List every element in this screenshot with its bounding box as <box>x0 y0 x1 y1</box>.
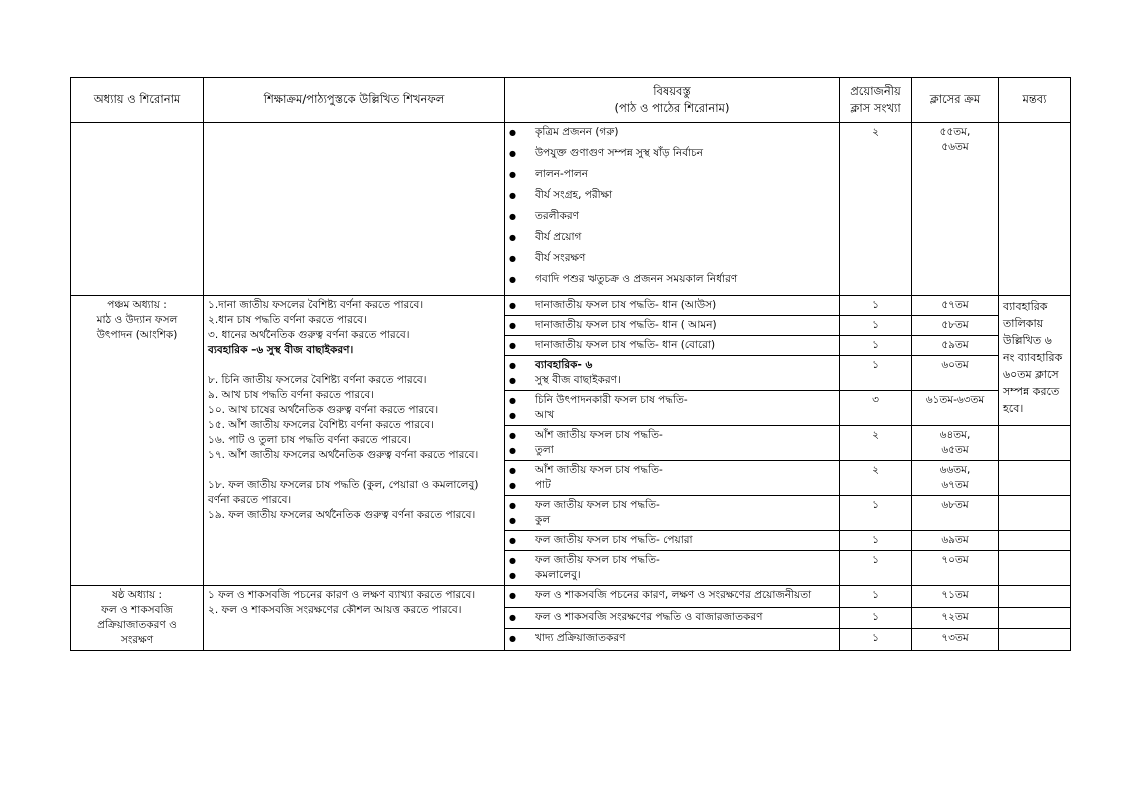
class-count: ২ <box>840 426 912 461</box>
class-order <box>912 123 999 296</box>
header-outcomes: শিক্ষাক্রম/পাঠ্যপুস্তকে উল্লিখিত শিখনফল <box>204 78 505 123</box>
topic-item: ● ফল জাতীয় ফসল চাষ পদ্ধতি- <box>509 553 835 568</box>
topics-cell <box>505 629 840 651</box>
class-count: ১ <box>840 296 912 316</box>
class-order: ৭১তম <box>912 586 999 608</box>
topics-cell <box>505 607 840 629</box>
topics-cell <box>505 336 840 356</box>
topic-item: ● ব্যাবহারিক- ৬ <box>509 358 835 373</box>
outcome-item: ১.দানা জাতীয় ফসলের বৈশিষ্ট্য বর্ণনা করতে পারবে। <box>208 299 424 311</box>
topic-item: ● কুল <box>509 513 835 528</box>
topic-item: ● তরলীকরণ <box>509 209 835 230</box>
chapter-title-line: মাঠ ও উদ্যান ফসল <box>96 313 178 326</box>
remarks-cell <box>999 551 1071 586</box>
class-count: ৩ <box>840 391 912 426</box>
class-order: ৫৭তম <box>912 296 999 316</box>
outcome-item: ১৯. ফল জাতীয় ফসলের অর্থনৈতিক গুরুত্ব বর্ণনা করতে পারবে। <box>208 508 476 521</box>
header-content <box>505 78 840 123</box>
outcome-item: ১০. আখ চাষের অর্থনৈতিক গুরুত্ব বর্ণনা করতে পারবে। <box>208 404 439 416</box>
topic-item: ● দানাজাতীয় ফসল চাষ পদ্ধতি- ধান ( আমন) <box>509 318 835 333</box>
practical-outcome: ব্যবহারিক –৬ সুস্থ বীজ বাছাইকরণ। <box>208 344 354 356</box>
class-order-line: ৬৫তম <box>941 443 969 456</box>
class-order: ৭০তম <box>912 551 999 586</box>
outcome-item: ১৬. পাট ও তুলা চাষ পদ্ধতি বর্ণনা করতে পারবে। <box>208 434 411 446</box>
topics-cell <box>505 296 840 316</box>
class-order: ৬৮তম <box>912 496 999 531</box>
outcome-item: ২.ধান চাষ পদ্ধতি বর্ণনা করতে পারবে। <box>208 314 367 326</box>
topic-item: ● দানাজাতীয় ফসল চাষ পদ্ধতি- ধান (বোরো) <box>509 338 835 353</box>
chapter-title-line: প্রক্রিয়াজাতকরণ ও <box>97 618 177 631</box>
syllabus-table <box>70 77 1071 651</box>
class-order: ৬১তম-৬৩তম <box>912 391 999 426</box>
remarks-cell <box>999 607 1071 629</box>
topic-item: ● আঁশ জাতীয় ফসল চাষ পদ্ধতি- <box>509 463 835 478</box>
header-chapter: অধ্যায় ও শিরোনাম <box>71 78 204 123</box>
class-order <box>912 426 999 461</box>
outcome-item: ৯. আখ চাষ পদ্ধতি বর্ণনা করতে পারবে। <box>208 389 375 401</box>
header-classes-line2: ক্লাস সংখ্যা <box>850 101 901 115</box>
chapter5-remark: ব্যাবহারিক তালিকায় উল্লিখিত ৬ নং ব্যাবহারিক ৬০তম ক্লাসে সম্পন্ন করতে হবে। <box>999 296 1071 426</box>
outcome-item: ৮. চিনি জাতীয় ফসলের বৈশিষ্ট্য বর্ণনা করতে পারবে। <box>208 374 427 386</box>
class-count: ১ <box>840 629 912 651</box>
topic-item: ● বীর্য প্রয়োগ <box>509 230 835 251</box>
header-order: ক্লাসের ক্রম <box>912 78 999 123</box>
class-order: ৫৮তম <box>912 316 999 336</box>
table-row <box>71 296 1071 316</box>
class-order: ৬৯তম <box>912 531 999 551</box>
table-row <box>71 123 1071 296</box>
topic-item: ● গবাদি পশুর ঋতুচক্র ও প্রজনন সময়কাল নির্ধারণ <box>509 272 835 293</box>
chapter-title-line: পঞ্চম অধ্যায় : <box>107 299 167 311</box>
class-order: ৭৩তম <box>912 629 999 651</box>
class-order-line: ৬৪তম, <box>939 429 971 441</box>
chapter5-outcomes <box>204 296 505 586</box>
chapter-cell <box>71 123 204 296</box>
chapter-title-line: সংরক্ষণ <box>120 633 154 646</box>
remarks-cell <box>999 531 1071 551</box>
topic-item: ● বীর্য সংরক্ষণ <box>509 251 835 272</box>
topic-item: ● ফল জাতীয় ফসল চাষ পদ্ধতি- <box>509 498 835 513</box>
chapter5-title <box>71 296 204 586</box>
topic-item: ● পাট <box>509 478 835 493</box>
remarks-cell <box>999 496 1071 531</box>
class-count: ২ <box>840 123 912 296</box>
header-content-line2: (পাঠ ও পাঠের শিরোনাম) <box>614 101 730 115</box>
class-count: ১ <box>840 356 912 391</box>
topic-item: ● বীর্য সংগ্রহ, পরীক্ষা <box>509 188 835 209</box>
class-count: ১ <box>840 607 912 629</box>
outcome-item: ৩. ধানের অর্থনৈতিক গুরুত্ব বর্ণনা করতে পারবে। <box>208 329 410 341</box>
chapter-title-line: উৎপাদন (আংশিক) <box>96 328 178 341</box>
topics-cell <box>505 356 840 391</box>
topic-item: ● লালন-পালন <box>509 167 835 188</box>
topics-cell <box>505 531 840 551</box>
topics-cell <box>505 316 840 336</box>
chapter-title-line: ষষ্ঠ অধ্যায় : <box>111 589 163 601</box>
remarks-cell <box>999 123 1071 296</box>
topic-item: ● কমলালেবু। <box>509 568 835 583</box>
topics-cell <box>505 496 840 531</box>
class-order: ৭২তম <box>912 607 999 629</box>
class-order-line: ৬৬তম, <box>939 464 971 476</box>
header-remarks: মন্তব্য <box>999 78 1071 123</box>
remarks-cell <box>999 426 1071 461</box>
outcome-item: ১৮. ফল জাতীয় ফসলের চাষ পদ্ধতি (কুল, পেয়ারা ও কমলালেবু) বর্ণনা করতে পারবে। <box>208 479 479 506</box>
chapter6-title <box>71 586 204 651</box>
class-order <box>912 461 999 496</box>
remarks-cell <box>999 586 1071 608</box>
class-count: ২ <box>840 461 912 496</box>
topic-item: ● খাদ্য প্রক্রিয়াজাতকরণ <box>509 631 835 646</box>
topics-cell <box>505 551 840 586</box>
class-order: ৬০তম <box>912 356 999 391</box>
table-row <box>71 586 1071 608</box>
topic-item: ● ফল জাতীয় ফসল চাষ পদ্ধতি- পেয়ারা <box>509 533 835 548</box>
topic-item: ● সুস্থ বীজ বাছাইকরণ। <box>509 373 835 388</box>
topic-item: ● ফল ও শাকসবজি পচনের কারণ, লক্ষণ ও সংরক্ষণের প্রয়োজনীয়তা <box>509 588 835 603</box>
remarks-cell <box>999 461 1071 496</box>
topics-cell <box>505 391 840 426</box>
chapter-title-line: ফল ও শাকসবজি <box>101 603 173 616</box>
class-order: ৫৯তম <box>912 336 999 356</box>
topic-item: ● কৃত্রিম প্রজনন (গরু) <box>509 125 835 146</box>
topics-cell <box>505 586 840 608</box>
class-order-line: ৬৭তম <box>941 478 969 491</box>
header-content-line1: বিষয়বস্তু <box>653 83 691 98</box>
topic-item: ● উপযুক্ত গুণাগুণ সম্পন্ন সুস্থ ষাঁড় নির্বাচন <box>509 146 835 167</box>
class-count: ১ <box>840 336 912 356</box>
outcome-item: ১ ফল ও শাকসবজি পচনের কারণ ও লক্ষণ ব্যাখ্যা করতে পারবে। <box>208 589 476 601</box>
header-classes <box>840 78 912 123</box>
header-row <box>71 78 1071 123</box>
topics-cell <box>505 461 840 496</box>
topic-item: ● আঁশ জাতীয় ফসল চাষ পদ্ধতি- <box>509 428 835 443</box>
class-count: ১ <box>840 496 912 531</box>
topic-item: ● তুলা <box>509 443 835 458</box>
topic-item: ● চিনি উৎপাদনকারী ফসল চাষ পদ্ধতি- <box>509 393 835 408</box>
class-order-line: ৫৫তম, <box>939 126 971 138</box>
remarks-cell <box>999 629 1071 651</box>
class-count: ১ <box>840 551 912 586</box>
outcome-item: ২. ফল ও শাকসবজি সংরক্ষণের কৌশল আয়ত্ত করতে পারবে। <box>208 604 462 616</box>
topics-cell <box>505 426 840 461</box>
topics-cell <box>505 123 840 296</box>
class-count: ১ <box>840 586 912 608</box>
outcome-item: ১৭. আঁশ জাতীয় ফসলের অর্থনৈতিক গুরুত্ব বর্ণনা করতে পারবে। <box>208 449 479 461</box>
class-order-line: ৫৬তম <box>941 140 969 153</box>
header-classes-line1: প্রয়োজনীয় <box>850 83 901 98</box>
chapter6-outcomes <box>204 586 505 651</box>
topic-item: ● আখ <box>509 408 835 423</box>
topic-item: ● ফল ও শাকসবজি সংরক্ষণের পদ্ধতি ও বাজারজাতকরণ <box>509 610 835 625</box>
class-count: ১ <box>840 531 912 551</box>
topic-item: ● দানাজাতীয় ফসল চাষ পদ্ধতি- ধান (আউস) <box>509 298 835 313</box>
class-count: ১ <box>840 316 912 336</box>
outcomes-cell <box>204 123 505 296</box>
outcome-item: ১৫. আঁশ জাতীয় ফসলের বৈশিষ্ট্য বর্ণনা করতে পারবে। <box>208 419 434 431</box>
